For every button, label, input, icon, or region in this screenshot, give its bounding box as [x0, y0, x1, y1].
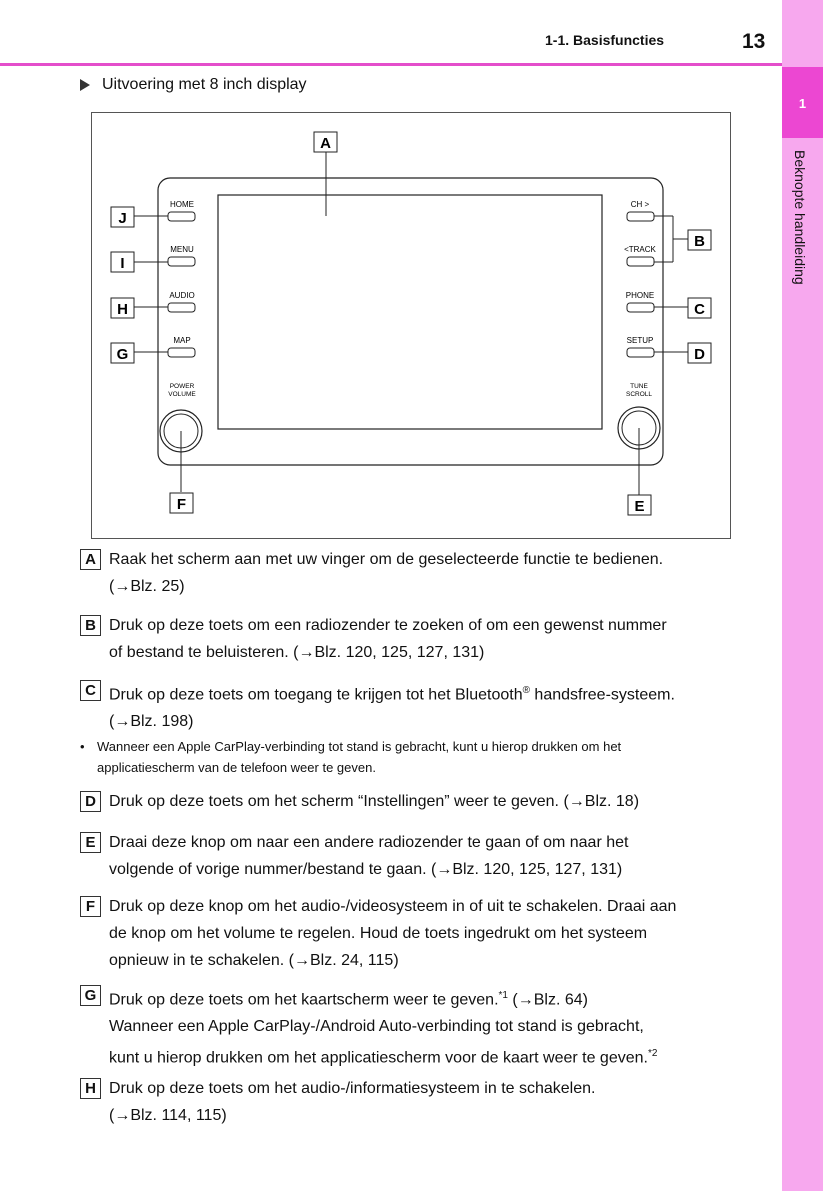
power-label: POWER — [169, 383, 195, 390]
footnote-2: *2 — [647, 1048, 658, 1060]
item-c-text-end: handsfree-systeem. — [529, 686, 675, 704]
callout-a: A — [320, 135, 331, 152]
note-line-1: Wanneer een Apple CarPlay-verbinding tot stand is gebracht, kunt u hierop drukken om het — [97, 739, 622, 754]
badge-a: A — [80, 549, 101, 570]
home-label: HOME — [170, 200, 194, 209]
page-number: 13 — [742, 30, 766, 53]
chapter-number: 1 — [798, 96, 807, 111]
tune-label: TUNE — [630, 383, 648, 390]
home-button[interactable] — [168, 212, 195, 221]
track-label: <TRACK — [624, 245, 656, 254]
item-b-text: Druk op deze toets om een radiozender te zoeken of om een gewenst nummer — [109, 617, 667, 634]
phone-label: PHONE — [625, 291, 655, 300]
scroll-label: SCROLL — [625, 391, 653, 398]
ch-button[interactable] — [627, 212, 654, 221]
setup-label: SETUP — [626, 336, 654, 345]
callout-h: H — [117, 301, 128, 318]
item-a — [80, 546, 740, 600]
item-e-text-2: volgende of vorige nummer/bestand te gaan. (→Blz. 120, 125, 127, 131) — [109, 861, 623, 878]
volume-label: VOLUME — [168, 391, 196, 398]
item-g — [80, 982, 740, 1072]
badge-b: B — [80, 615, 101, 636]
item-e-text: Draai deze knop om naar een andere radiozender te gaan of om naar het — [109, 834, 629, 851]
item-a-ref: (→Blz. 25) — [109, 578, 185, 595]
item-f-text-3: opnieuw in te schakelen. (→Blz. 24, 115) — [109, 952, 399, 969]
badge-f: F — [80, 896, 101, 917]
item-f-text-2: de knop om het volume te regelen. Houd de toets ingedrukt om het systeem — [109, 925, 648, 942]
item-c-ref: (→Blz. 198) — [109, 713, 194, 731]
item-f-text: Druk op deze knop om het audio-/videosysteem in of uit te schakelen. Draai aan — [109, 898, 677, 915]
footnote-1: *1 — [498, 990, 508, 1001]
note-line-2: applicatiescherm van de telefoon weer te geven. — [97, 760, 376, 775]
callout-e: E — [634, 498, 645, 515]
item-f — [80, 893, 740, 974]
badge-d: D — [80, 791, 101, 812]
callout-f: F — [176, 496, 187, 513]
variant-text: Uitvoering met 8 inch display — [102, 76, 307, 93]
item-c-text: Druk op deze toets om toegang te krijgen tot het Bluetooth — [109, 686, 523, 704]
chapter-title: Beknopte handleiding — [792, 150, 808, 285]
section-title: 1-1. Basisfuncties — [545, 32, 665, 48]
audio-label: AUDIO — [169, 291, 195, 300]
item-g-text-3: kunt u hierop drukken om het applicatiescherm voor de kaart weer te geven. — [109, 1049, 648, 1067]
item-d — [80, 788, 740, 815]
item-a-text: Raak het scherm aan met uw vinger om de geselecteerde functie te bedienen. — [109, 551, 664, 568]
item-c — [80, 677, 740, 735]
item-h — [80, 1075, 740, 1129]
badge-g: G — [80, 985, 101, 1006]
badge-c: C — [80, 680, 101, 701]
badge-h: H — [80, 1078, 101, 1099]
item-g-ref: (→Blz. 64) — [507, 991, 588, 1009]
note-bullet — [80, 736, 740, 778]
map-label: MAP — [173, 336, 191, 345]
item-b-text-2: of bestand te beluisteren. (→Blz. 120, 125, 127, 131) — [109, 644, 485, 661]
callout-g: G — [116, 346, 129, 363]
callout-i: I — [120, 255, 125, 272]
badge-e: E — [80, 832, 101, 853]
track-button[interactable] — [627, 257, 654, 266]
phone-button[interactable] — [627, 303, 654, 312]
item-h-text: Druk op deze toets om het audio-/informatiesysteem in te schakelen. — [109, 1080, 596, 1097]
callout-d: D — [694, 346, 705, 363]
callout-b: B — [694, 233, 705, 250]
menu-label: MENU — [170, 245, 194, 254]
callout-c: C — [694, 301, 705, 318]
head-unit-diagram — [91, 112, 731, 539]
header-rule — [0, 63, 782, 66]
bullet-dot: • — [80, 739, 85, 754]
map-button[interactable] — [168, 348, 195, 357]
triangle-bullet-icon — [80, 79, 90, 91]
ch-label: CH > — [630, 200, 650, 209]
item-d-text: Druk op deze toets om het scherm “Instellingen” weer te geven. (→Blz. 18) — [109, 793, 640, 810]
setup-button[interactable] — [627, 348, 654, 357]
item-e — [80, 829, 740, 883]
callout-j: J — [118, 210, 127, 227]
item-g-text-2: Wanneer een Apple CarPlay-/Android Auto-verbinding tot stand is gebracht, — [109, 1018, 644, 1036]
touch-screen — [218, 195, 602, 429]
variant-heading — [80, 76, 307, 94]
item-b — [80, 612, 740, 666]
item-g-text: Druk op deze toets om het kaartscherm weer te geven. — [109, 991, 499, 1009]
item-h-ref: (→Blz. 114, 115) — [109, 1107, 227, 1124]
menu-button[interactable] — [168, 257, 195, 266]
registered-mark: ® — [522, 685, 530, 696]
audio-button[interactable] — [168, 303, 195, 312]
